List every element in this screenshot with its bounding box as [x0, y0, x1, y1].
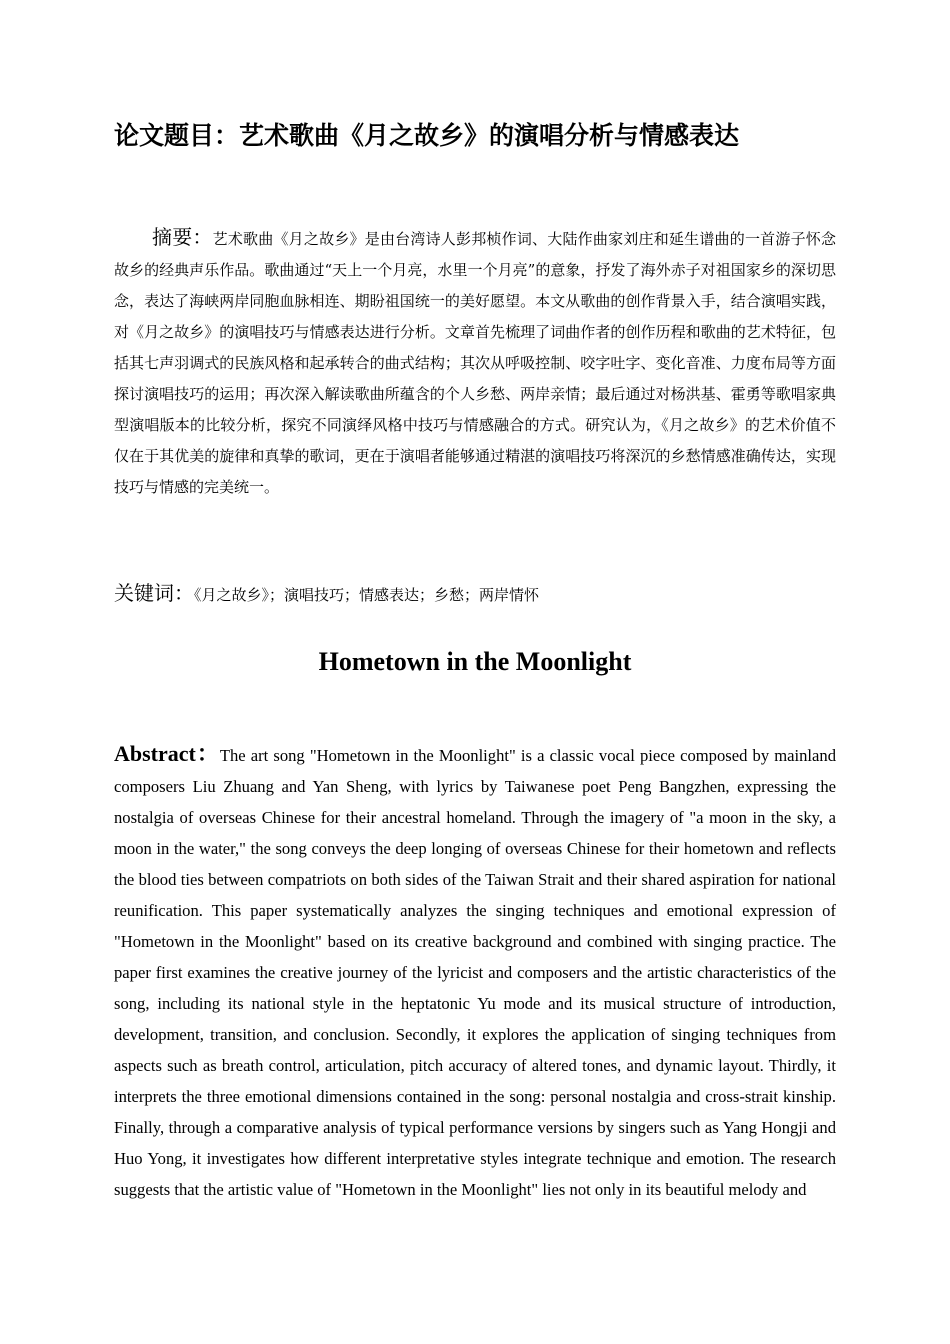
abstract-en: [114, 738, 836, 1205]
keywords-zh-label: 关键词：: [114, 581, 194, 605]
abstract-zh: [114, 222, 836, 503]
abstract-zh-label: 摘要：: [152, 225, 213, 249]
abstract-en-text: The art song "Hometown in the Moonlight" is a classic vocal piece composed by mainland composers Liu Zhuang and Yan Sheng, with lyrics by Taiwanese poet Peng Bangzhen, expressing the nostalgia of overseas Chinese for their ancestral homeland. Through the imagery of "a moon in the sky, a moon in the water," the song conveys the deep longing of overseas Chinese for their hometown and reflects the blood ties between compatriots on both sides of the Taiwan Strait and their shared aspiration for national reunification. This paper systematically analyzes the singing techniques and emotional expression of "Hometown in the Moonlight" based on its creative background and combined with singing practice. The paper first examines the creative journey of the lyricist and composers and the artistic characteristics of the song, including its national style in the heptatonic Yu mode and its musical structure of introduction, development, transition, and conclusion. Secondly, it explores the application of singing techniques from aspects such as breath control, articulation, pitch accuracy of altered tones, and dynamic layout. Thirdly, it interprets the three emotional dimensions contained in the song: personal nostalgia and cross-strait kinship. Finally, through a comparative analysis of typical performance versions by singers such as Yang Hongji and Huo Yong, it investigates how different interpretative styles integrate technique and emotion. The research suggests that the artistic value of "Hometown in the Moonlight" lies not only in its beautiful melody and: [114, 746, 836, 1199]
paper-title-zh: 论文题目：艺术歌曲《月之故乡》的演唱分析与情感表达: [114, 121, 740, 150]
keywords-zh: [114, 578, 836, 611]
abstract-en-label: Abstract：: [114, 741, 220, 766]
paper-title-en: Hometown in the Moonlight: [318, 647, 632, 676]
abstract-zh-text: 艺术歌曲《月之故乡》是由台湾诗人彭邦桢作词、大陆作曲家刘庄和延生谱曲的一首游子怀念故乡的经典声乐作品。歌曲通过“天上一个月亮，水里一个月亮”的意象，抒发了海外赤子对祖国家乡的深切思念，表达了海峡两岸同胞血脉相连、期盼祖国统一的美好愿望。本文从歌曲的创作背景入手，结合演唱实践，对《月之故乡》的演唱技巧与情感表达进行分析。文章首先梳理了词曲作者的创作历程和歌曲的艺术特征，包括其七声羽调式的民族风格和起承转合的曲式结构；其次从呼吸控制、咬字吐字、变化音准、力度布局等方面探讨演唱技巧的运用；再次深入解读歌曲所蕴含的个人乡愁、两岸亲情；最后通过对杨洪基、霍勇等歌唱家典型演唱版本的比较分析，探究不同演绎风格中技巧与情感融合的方式。研究认为，《月之故乡》的艺术价值不仅在于其优美的旋律和真挚的歌词，更在于演唱者能够通过精湛的演唱技巧将深沉的乡愁情感准确传达，实现技巧与情感的完美统一。: [114, 230, 837, 496]
keywords-zh-text: 《月之故乡》；演唱技巧；情感表达；乡愁；两岸情怀: [194, 586, 540, 604]
